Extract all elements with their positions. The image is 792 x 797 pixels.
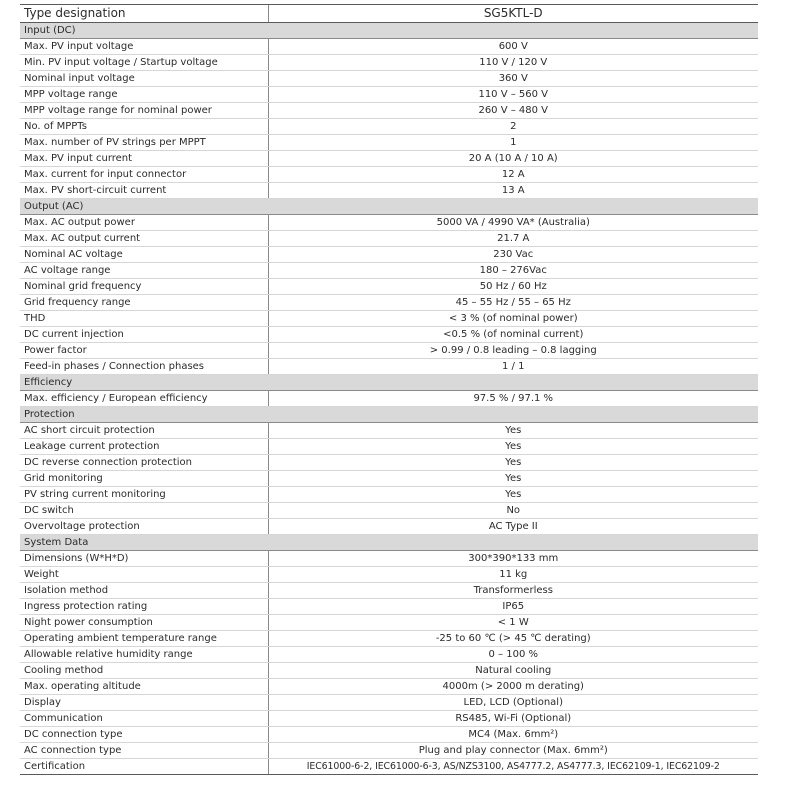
spec-parameter: Grid monitoring [20,471,268,487]
spec-parameter: DC connection type [20,727,268,743]
spec-value: 21.7 A [268,231,758,247]
table-row [20,503,758,519]
table-row [20,743,758,759]
spec-value: Yes [268,455,758,471]
spec-value: 230 Vac [268,247,758,263]
table-row [20,135,758,151]
spec-body [20,23,758,775]
spec-value: 50 Hz / 60 Hz [268,279,758,295]
spec-parameter: AC short circuit protection [20,423,268,439]
spec-parameter: Nominal input voltage [20,71,268,87]
spec-parameter: Power factor [20,343,268,359]
spec-parameter: Communication [20,711,268,727]
table-row [20,631,758,647]
table-row [20,103,758,119]
spec-parameter: Overvoltage protection [20,519,268,535]
table-row [20,519,758,535]
section-header [20,199,758,215]
spec-parameter: Operating ambient temperature range [20,631,268,647]
section-spacer [268,199,758,215]
spec-value: 5000 VA / 4990 VA* (Australia) [268,215,758,231]
spec-value: No [268,503,758,519]
table-row [20,455,758,471]
spec-parameter: PV string current monitoring [20,487,268,503]
spec-value: Transformerless [268,583,758,599]
table-row [20,327,758,343]
spec-value: 600 V [268,39,758,55]
spec-parameter: DC current injection [20,327,268,343]
spec-value: Plug and play connector (Max. 6mm²) [268,743,758,759]
table-row [20,167,758,183]
spec-value: 20 A (10 A / 10 A) [268,151,758,167]
spec-parameter: Cooling method [20,663,268,679]
table-row [20,359,758,375]
spec-value: MC4 (Max. 6mm²) [268,727,758,743]
spec-parameter: Leakage current protection [20,439,268,455]
table-row [20,151,758,167]
spec-sheet [20,4,758,775]
section-spacer [268,23,758,39]
spec-value: 1 [268,135,758,151]
section-header [20,407,758,423]
spec-value: 13 A [268,183,758,199]
table-row [20,215,758,231]
type-designation-label: Type designation [20,5,268,23]
spec-parameter: Max. AC output power [20,215,268,231]
table-row [20,119,758,135]
spec-value: < 1 W [268,615,758,631]
spec-value: 260 V – 480 V [268,103,758,119]
spec-value: 1 / 1 [268,359,758,375]
spec-value: IP65 [268,599,758,615]
table-row [20,55,758,71]
table-row [20,311,758,327]
spec-value: 45 – 55 Hz / 55 – 65 Hz [268,295,758,311]
section-title: System Data [20,535,268,551]
spec-value: AC Type II [268,519,758,535]
spec-parameter: Certification [20,759,268,775]
table-row [20,727,758,743]
table-row [20,471,758,487]
table-row [20,583,758,599]
spec-parameter: Max. PV input voltage [20,39,268,55]
table-row [20,599,758,615]
model-name: SG5KTL-D [268,5,758,23]
spec-value: 4000m (> 2000 m derating) [268,679,758,695]
spec-value: > 0.99 / 0.8 leading – 0.8 lagging [268,343,758,359]
table-row [20,263,758,279]
section-spacer [268,407,758,423]
spec-parameter: Display [20,695,268,711]
spec-parameter: Isolation method [20,583,268,599]
spec-parameter: No. of MPPTs [20,119,268,135]
section-header [20,535,758,551]
spec-parameter: Max. efficiency / European efficiency [20,391,268,407]
spec-value: 360 V [268,71,758,87]
section-title: Input (DC) [20,23,268,39]
table-row [20,231,758,247]
spec-parameter: Max. AC output current [20,231,268,247]
spec-parameter: DC switch [20,503,268,519]
table-row [20,759,758,775]
spec-value: 12 A [268,167,758,183]
spec-parameter: MPP voltage range for nominal power [20,103,268,119]
spec-parameter: Nominal grid frequency [20,279,268,295]
spec-parameter: Allowable relative humidity range [20,647,268,663]
table-row [20,343,758,359]
spec-value: 2 [268,119,758,135]
table-row [20,391,758,407]
table-row [20,551,758,567]
spec-value: 300*390*133 mm [268,551,758,567]
section-title: Output (AC) [20,199,268,215]
spec-parameter: Max. PV input current [20,151,268,167]
spec-parameter: Max. PV short-circuit current [20,183,268,199]
spec-value: <0.5 % (of nominal current) [268,327,758,343]
spec-parameter: MPP voltage range [20,87,268,103]
table-row [20,679,758,695]
spec-value: 11 kg [268,567,758,583]
table-row [20,487,758,503]
spec-table [20,4,758,775]
spec-parameter: Max. current for input connector [20,167,268,183]
table-row [20,695,758,711]
spec-parameter: Night power consumption [20,615,268,631]
header-row [20,5,758,23]
table-row [20,423,758,439]
section-spacer [268,375,758,391]
table-row [20,71,758,87]
spec-parameter: Min. PV input voltage / Startup voltage [20,55,268,71]
table-row [20,439,758,455]
spec-value: Yes [268,471,758,487]
section-header [20,375,758,391]
spec-value: 110 V / 120 V [268,55,758,71]
spec-parameter: AC connection type [20,743,268,759]
table-row [20,663,758,679]
spec-value: Yes [268,423,758,439]
spec-parameter: DC reverse connection protection [20,455,268,471]
section-header [20,23,758,39]
spec-parameter: THD [20,311,268,327]
table-row [20,567,758,583]
spec-value: IEC61000-6-2, IEC61000-6-3, AS/NZS3100, AS4777.2, AS4777.3, IEC62109-1, IEC62109-2 [268,759,758,775]
spec-value: LED, LCD (Optional) [268,695,758,711]
spec-value: < 3 % (of nominal power) [268,311,758,327]
spec-value: 180 – 276Vac [268,263,758,279]
spec-parameter: Dimensions (W*H*D) [20,551,268,567]
spec-value: -25 to 60 ℃ (> 45 ℃ derating) [268,631,758,647]
table-row [20,615,758,631]
section-title: Protection [20,407,268,423]
table-row [20,295,758,311]
spec-value: Yes [268,439,758,455]
spec-parameter: Feed-in phases / Connection phases [20,359,268,375]
table-row [20,647,758,663]
spec-value: RS485, Wi-Fi (Optional) [268,711,758,727]
spec-value: Yes [268,487,758,503]
spec-value: Natural cooling [268,663,758,679]
spec-value: 0 – 100 % [268,647,758,663]
table-row [20,279,758,295]
spec-parameter: Nominal AC voltage [20,247,268,263]
table-row [20,87,758,103]
table-row [20,247,758,263]
spec-parameter: Max. number of PV strings per MPPT [20,135,268,151]
table-row [20,183,758,199]
spec-value: 97.5 % / 97.1 % [268,391,758,407]
table-row [20,39,758,55]
spec-parameter: Ingress protection rating [20,599,268,615]
section-title: Efficiency [20,375,268,391]
spec-parameter: Max. operating altitude [20,679,268,695]
spec-value: 110 V – 560 V [268,87,758,103]
section-spacer [268,535,758,551]
spec-parameter: Weight [20,567,268,583]
spec-parameter: Grid frequency range [20,295,268,311]
spec-parameter: AC voltage range [20,263,268,279]
table-row [20,711,758,727]
